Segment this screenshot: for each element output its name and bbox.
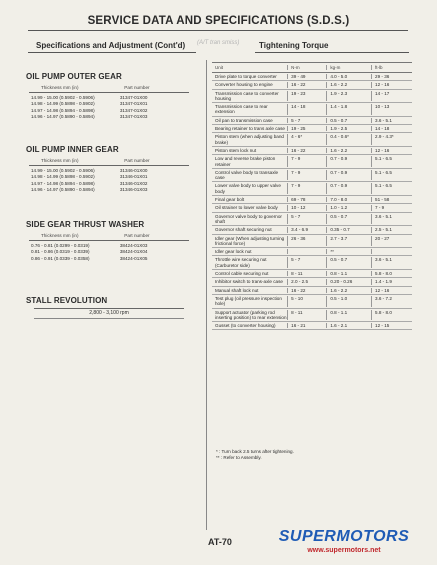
table-header xyxy=(29,233,189,241)
kgm-cell: 0.5 - 1.0 xyxy=(326,296,371,307)
ftlb-cell: 3.6 - 5.1 xyxy=(371,118,412,123)
thickness-cell: 0.76 - 0.81 (0.0299 - 0.0319) xyxy=(31,243,90,248)
unit-cell: Idler gear lock nut xyxy=(215,249,252,255)
table-row xyxy=(212,147,412,155)
column-part-number: Part number xyxy=(124,158,150,163)
ftlb-cell: 5.8 - 8.0 xyxy=(371,310,412,321)
ftlb-cell: 3.6 - 5.1 xyxy=(371,214,412,225)
kgm-cell: 1.6 - 2.2 xyxy=(326,288,371,293)
table-row xyxy=(212,309,412,323)
right-heading-rule xyxy=(255,52,409,53)
table-row xyxy=(212,133,412,147)
nm-cell: 69 - 78 xyxy=(287,197,326,202)
nm-cell: 7 - 9 xyxy=(287,170,326,181)
kgm-cell: 0.5 - 0.7 xyxy=(326,118,371,123)
side-gear-thrust-washer-table xyxy=(29,233,189,262)
table-row xyxy=(212,182,412,196)
unit-cell: Support actuator (parking rod inserting position) to rear extension xyxy=(215,309,287,320)
kgm-cell: 1.6 - 2.2 xyxy=(326,82,371,87)
unit-cell: Control cable securing nut xyxy=(215,271,269,277)
oil-pump-outer-gear-table xyxy=(29,85,189,121)
thickness-cell: 14.98 - 14.99 (0.5898 - 0.5902) xyxy=(31,101,95,107)
side-gear-thrust-washer-title: SIDE GEAR THRUST WASHER xyxy=(26,220,145,229)
part-number-cell: 38424-01X03 xyxy=(119,243,148,248)
nm-cell: 3.4 - 6.9 xyxy=(287,227,326,232)
nm-cell: 5 - 7 xyxy=(287,214,326,225)
column-part-number: Part number xyxy=(124,85,150,90)
oil-pump-outer-gear-title: OIL PUMP OUTER GEAR xyxy=(26,72,122,81)
table-row xyxy=(212,295,412,309)
column-part-number: Part number xyxy=(124,233,150,238)
part-number-cell: 31346-01X00 xyxy=(119,168,148,173)
thickness-cell: 14.96 - 14.97 (0.5890 - 0.5894) xyxy=(31,114,95,120)
ftlb-cell: 12 - 16 xyxy=(371,82,412,87)
nm-cell: 2.0 - 2.5 xyxy=(287,279,326,284)
nm-cell: 5 - 7 xyxy=(287,257,326,268)
table-row xyxy=(212,73,412,81)
table-row xyxy=(212,169,412,183)
unit-cell: Oil pan to transmission case xyxy=(215,117,273,123)
part-number-cell: 31347-01X00 xyxy=(119,95,148,100)
table-row xyxy=(212,81,412,89)
table-row xyxy=(212,125,412,133)
column-divider xyxy=(206,60,207,530)
part-number-cell: 31347-01X02 xyxy=(119,107,148,113)
left-heading-rule xyxy=(28,52,196,53)
nm-cell: 10 - 12 xyxy=(287,205,326,210)
page-number: AT-70 xyxy=(208,537,232,547)
kgm-cell: 0.8 - 1.1 xyxy=(326,271,371,276)
part-number-cell: 38424-01X05 xyxy=(119,255,148,261)
ftlb-cell: 12 - 15 xyxy=(371,323,412,328)
kgm-cell: 4.0 - 5.0 xyxy=(326,74,371,79)
unit-cell: Drive plate to torque converter xyxy=(215,74,277,79)
ftlb-cell: 2.9 - 4.3* xyxy=(371,134,412,145)
tightening-torque-heading: Tightening Torque xyxy=(259,41,329,50)
kgm-cell: 2.7 - 3.7 xyxy=(326,236,371,247)
ftlb-cell: 5.8 - 8.0 xyxy=(371,271,412,276)
unit-cell: Governor shaft securing nut xyxy=(215,227,272,233)
table-row xyxy=(29,114,189,120)
ftlb-cell xyxy=(371,249,412,254)
note-item: ** : Refer to Assembly. xyxy=(216,455,262,460)
unit-cell: Oil strainer to lower valve body xyxy=(215,205,278,211)
unit-cell: Gusset (to converter housing) xyxy=(215,323,276,329)
nm-cell: 8 - 11 xyxy=(287,310,326,321)
nm-cell: 16 - 22 xyxy=(287,288,326,293)
table-header xyxy=(212,62,412,73)
column-thickness: Thickness mm (in) xyxy=(41,233,79,238)
part-number-cell: 31346-01X01 xyxy=(119,174,148,180)
unit-cell: Governor valve body to governor shaft xyxy=(215,213,282,224)
torque-table-body xyxy=(212,73,412,330)
ftlb-cell: 3.6 - 7.2 xyxy=(371,296,412,307)
ftlb-cell: 14 - 18 xyxy=(371,126,412,131)
column-nm: N-m xyxy=(287,65,326,70)
kgm-cell: 0.5 - 0.7 xyxy=(326,214,371,225)
unit-cell: Manual shaft lock nut xyxy=(215,287,259,293)
unit-cell: Throttle wire securing nut (Carburetor side) xyxy=(215,257,267,268)
part-number-cell: 38424-01X04 xyxy=(119,249,148,255)
thickness-cell: 0.81 - 0.86 (0.0319 - 0.0339) xyxy=(31,249,90,255)
unit-cell: Converter housing to engine xyxy=(215,82,273,88)
watermark-brand: SUPERMOTORS xyxy=(278,528,410,545)
unit-cell: Low and reverse brake piston retainer xyxy=(215,156,276,167)
unit-cell: Idler gear (When adjusting turning frictional force) xyxy=(215,235,285,246)
oil-pump-inner-gear-title: OIL PUMP INNER GEAR xyxy=(26,145,119,154)
unit-cell: Control valve body to transaxle case xyxy=(215,169,279,181)
column-ftlb: ft-lb xyxy=(371,65,412,70)
ftlb-cell: 1.4 - 1.9 xyxy=(371,279,412,284)
kgm-cell: 0.7 - 0.9 xyxy=(326,156,371,167)
kgm-cell: 7.0 - 8.0 xyxy=(326,197,371,202)
unit-cell: Piston stem (when adjusting band brake) xyxy=(215,134,284,145)
nm-cell: 5 - 10 xyxy=(287,296,326,307)
ftlb-cell: 51 - 58 xyxy=(371,197,412,202)
table-row xyxy=(212,287,412,295)
table-header xyxy=(29,158,189,166)
part-number-cell: 31347-01X01 xyxy=(119,101,148,107)
table-row xyxy=(212,322,412,330)
unit-cell: Bearing retainer to trans axle case xyxy=(215,126,285,132)
stall-revolution-title: STALL REVOLUTION xyxy=(26,296,108,305)
ftlb-cell: 7 - 9 xyxy=(371,205,412,210)
kgm-cell: 0.8 - 1.1 xyxy=(326,310,371,321)
kgm-cell: 0.7 - 0.9 xyxy=(326,183,371,194)
nm-cell xyxy=(287,249,326,254)
table-row xyxy=(212,248,412,256)
table-row xyxy=(212,256,412,270)
table-header xyxy=(29,85,189,93)
unit-cell: Inhibitor switch to trans-axle case xyxy=(215,279,283,285)
kgm-cell: 1.9 - 2.3 xyxy=(326,91,371,102)
part-number-cell: 31346-01X02 xyxy=(119,180,148,186)
table-row xyxy=(212,226,412,234)
specifications-heading-text: Specifications and Adjustment (Cont'd) xyxy=(36,41,186,50)
supermotors-watermark-logo xyxy=(260,528,428,560)
kgm-cell: 1.0 - 1.2 xyxy=(326,205,371,210)
watermark-url: www.supermotors.net xyxy=(307,547,381,554)
table-row xyxy=(212,196,412,204)
kgm-cell: 0.4 - 0.6* xyxy=(326,134,371,145)
table-row xyxy=(212,155,412,169)
nm-cell: 14 - 18 xyxy=(287,104,326,115)
table-row xyxy=(212,213,412,227)
kgm-cell: ** xyxy=(326,249,371,254)
specifications-heading xyxy=(36,41,185,50)
ftlb-cell: 3.6 - 5.1 xyxy=(371,257,412,268)
table-row xyxy=(29,256,189,262)
table-row xyxy=(212,204,412,212)
kgm-cell: 0.20 - 0.26 xyxy=(326,279,371,284)
kgm-cell: 1.9 - 2.5 xyxy=(326,126,371,131)
ftlb-cell: 2.5 - 5.1 xyxy=(371,227,412,232)
column-thickness: Thickness mm (in) xyxy=(41,158,79,163)
column-thickness: Thickness mm (in) xyxy=(41,85,79,90)
thickness-cell: 14.99 - 15.00 (0.5902 - 0.5906) xyxy=(31,95,95,100)
page-title: SERVICE DATA AND SPECIFICATIONS (S.D.S.) xyxy=(87,15,350,27)
table-row xyxy=(212,117,412,125)
ftlb-cell: 5.1 - 6.5 xyxy=(371,170,412,181)
faint-annotation: (A/T tran smiss) xyxy=(197,40,240,46)
table-row xyxy=(29,187,189,193)
thickness-cell: 14.97 - 14.98 (0.5894 - 0.5898) xyxy=(31,107,95,113)
table-row xyxy=(212,103,412,117)
nm-cell: 7 - 9 xyxy=(287,156,326,167)
thickness-cell: 14.97 - 14.98 (0.5894 - 0.5898) xyxy=(31,180,95,186)
oil-pump-inner-gear-table xyxy=(29,158,189,194)
stall-revolution-value: 2,800 - 3,100 rpm xyxy=(34,308,184,319)
unit-cell: Piston stem lock nut xyxy=(215,147,257,153)
ftlb-cell: 5.1 - 6.5 xyxy=(371,183,412,194)
table-row xyxy=(212,235,412,249)
unit-cell: Transmission case to rear extension xyxy=(215,104,268,115)
table-row xyxy=(212,270,412,278)
unit-cell: Final gear bolt xyxy=(215,197,245,203)
unit-cell: Test plug (oil pressure inspection hole) xyxy=(215,295,282,307)
nm-cell: 19 - 25 xyxy=(287,126,326,131)
nm-cell: 16 - 22 xyxy=(287,82,326,87)
nm-cell: 5 - 7 xyxy=(287,118,326,123)
nm-cell: 26 - 36 xyxy=(287,236,326,247)
unit-cell: Lower valve body to upper valve body xyxy=(215,183,281,194)
kgm-cell: 0.7 - 0.9 xyxy=(326,170,371,181)
nm-cell: 16 - 21 xyxy=(287,323,326,328)
ftlb-cell: 10 - 13 xyxy=(371,104,412,115)
kgm-cell: 1.4 - 1.8 xyxy=(326,104,371,115)
kgm-cell: 1.6 - 2.1 xyxy=(326,323,371,328)
table-row xyxy=(212,90,412,104)
ftlb-cell: 12 - 16 xyxy=(371,288,412,293)
part-number-cell: 31347-01X03 xyxy=(119,114,148,120)
tightening-torque-table xyxy=(212,62,412,330)
part-number-cell: 31346-01X03 xyxy=(119,187,148,193)
column-kgm: kg-m xyxy=(326,65,371,70)
ftlb-cell: 29 - 36 xyxy=(371,74,412,79)
nm-cell: 8 - 11 xyxy=(287,271,326,276)
nm-cell: 7 - 9 xyxy=(287,183,326,194)
nm-cell: 39 - 49 xyxy=(287,74,326,79)
nm-cell: 16 - 22 xyxy=(287,148,326,153)
torque-notes xyxy=(212,449,294,461)
ftlb-cell: 5.1 - 6.5 xyxy=(371,156,412,167)
thickness-cell: 14.98 - 14.99 (0.5898 - 0.5902) xyxy=(31,174,95,180)
kgm-cell: 0.5 - 0.7 xyxy=(326,257,371,268)
thickness-cell: 0.86 - 0.91 (0.0339 - 0.0358) xyxy=(31,255,90,261)
title-rule-top xyxy=(28,30,408,31)
ftlb-cell: 20 - 27 xyxy=(371,236,412,247)
kgm-cell: 0.35 - 0.7 xyxy=(326,227,371,232)
nm-cell: 19 - 23 xyxy=(287,91,326,102)
note-item: * : Turn back 2.5 turns after tightening. xyxy=(216,449,294,454)
table-row xyxy=(212,278,412,286)
unit-cell: Transmission case to converter housing xyxy=(215,90,279,101)
kgm-cell: 1.6 - 2.2 xyxy=(326,148,371,153)
ftlb-cell: 12 - 16 xyxy=(371,148,412,153)
column-unit: Unit xyxy=(215,65,224,70)
thickness-cell: 14.96 - 14.97 (0.5890 - 0.5894) xyxy=(31,187,95,193)
nm-cell: 4 - 6* xyxy=(287,134,326,145)
ftlb-cell: 14 - 17 xyxy=(371,91,412,102)
thickness-cell: 14.99 - 15.00 (0.5902 - 0.5906) xyxy=(31,168,95,173)
